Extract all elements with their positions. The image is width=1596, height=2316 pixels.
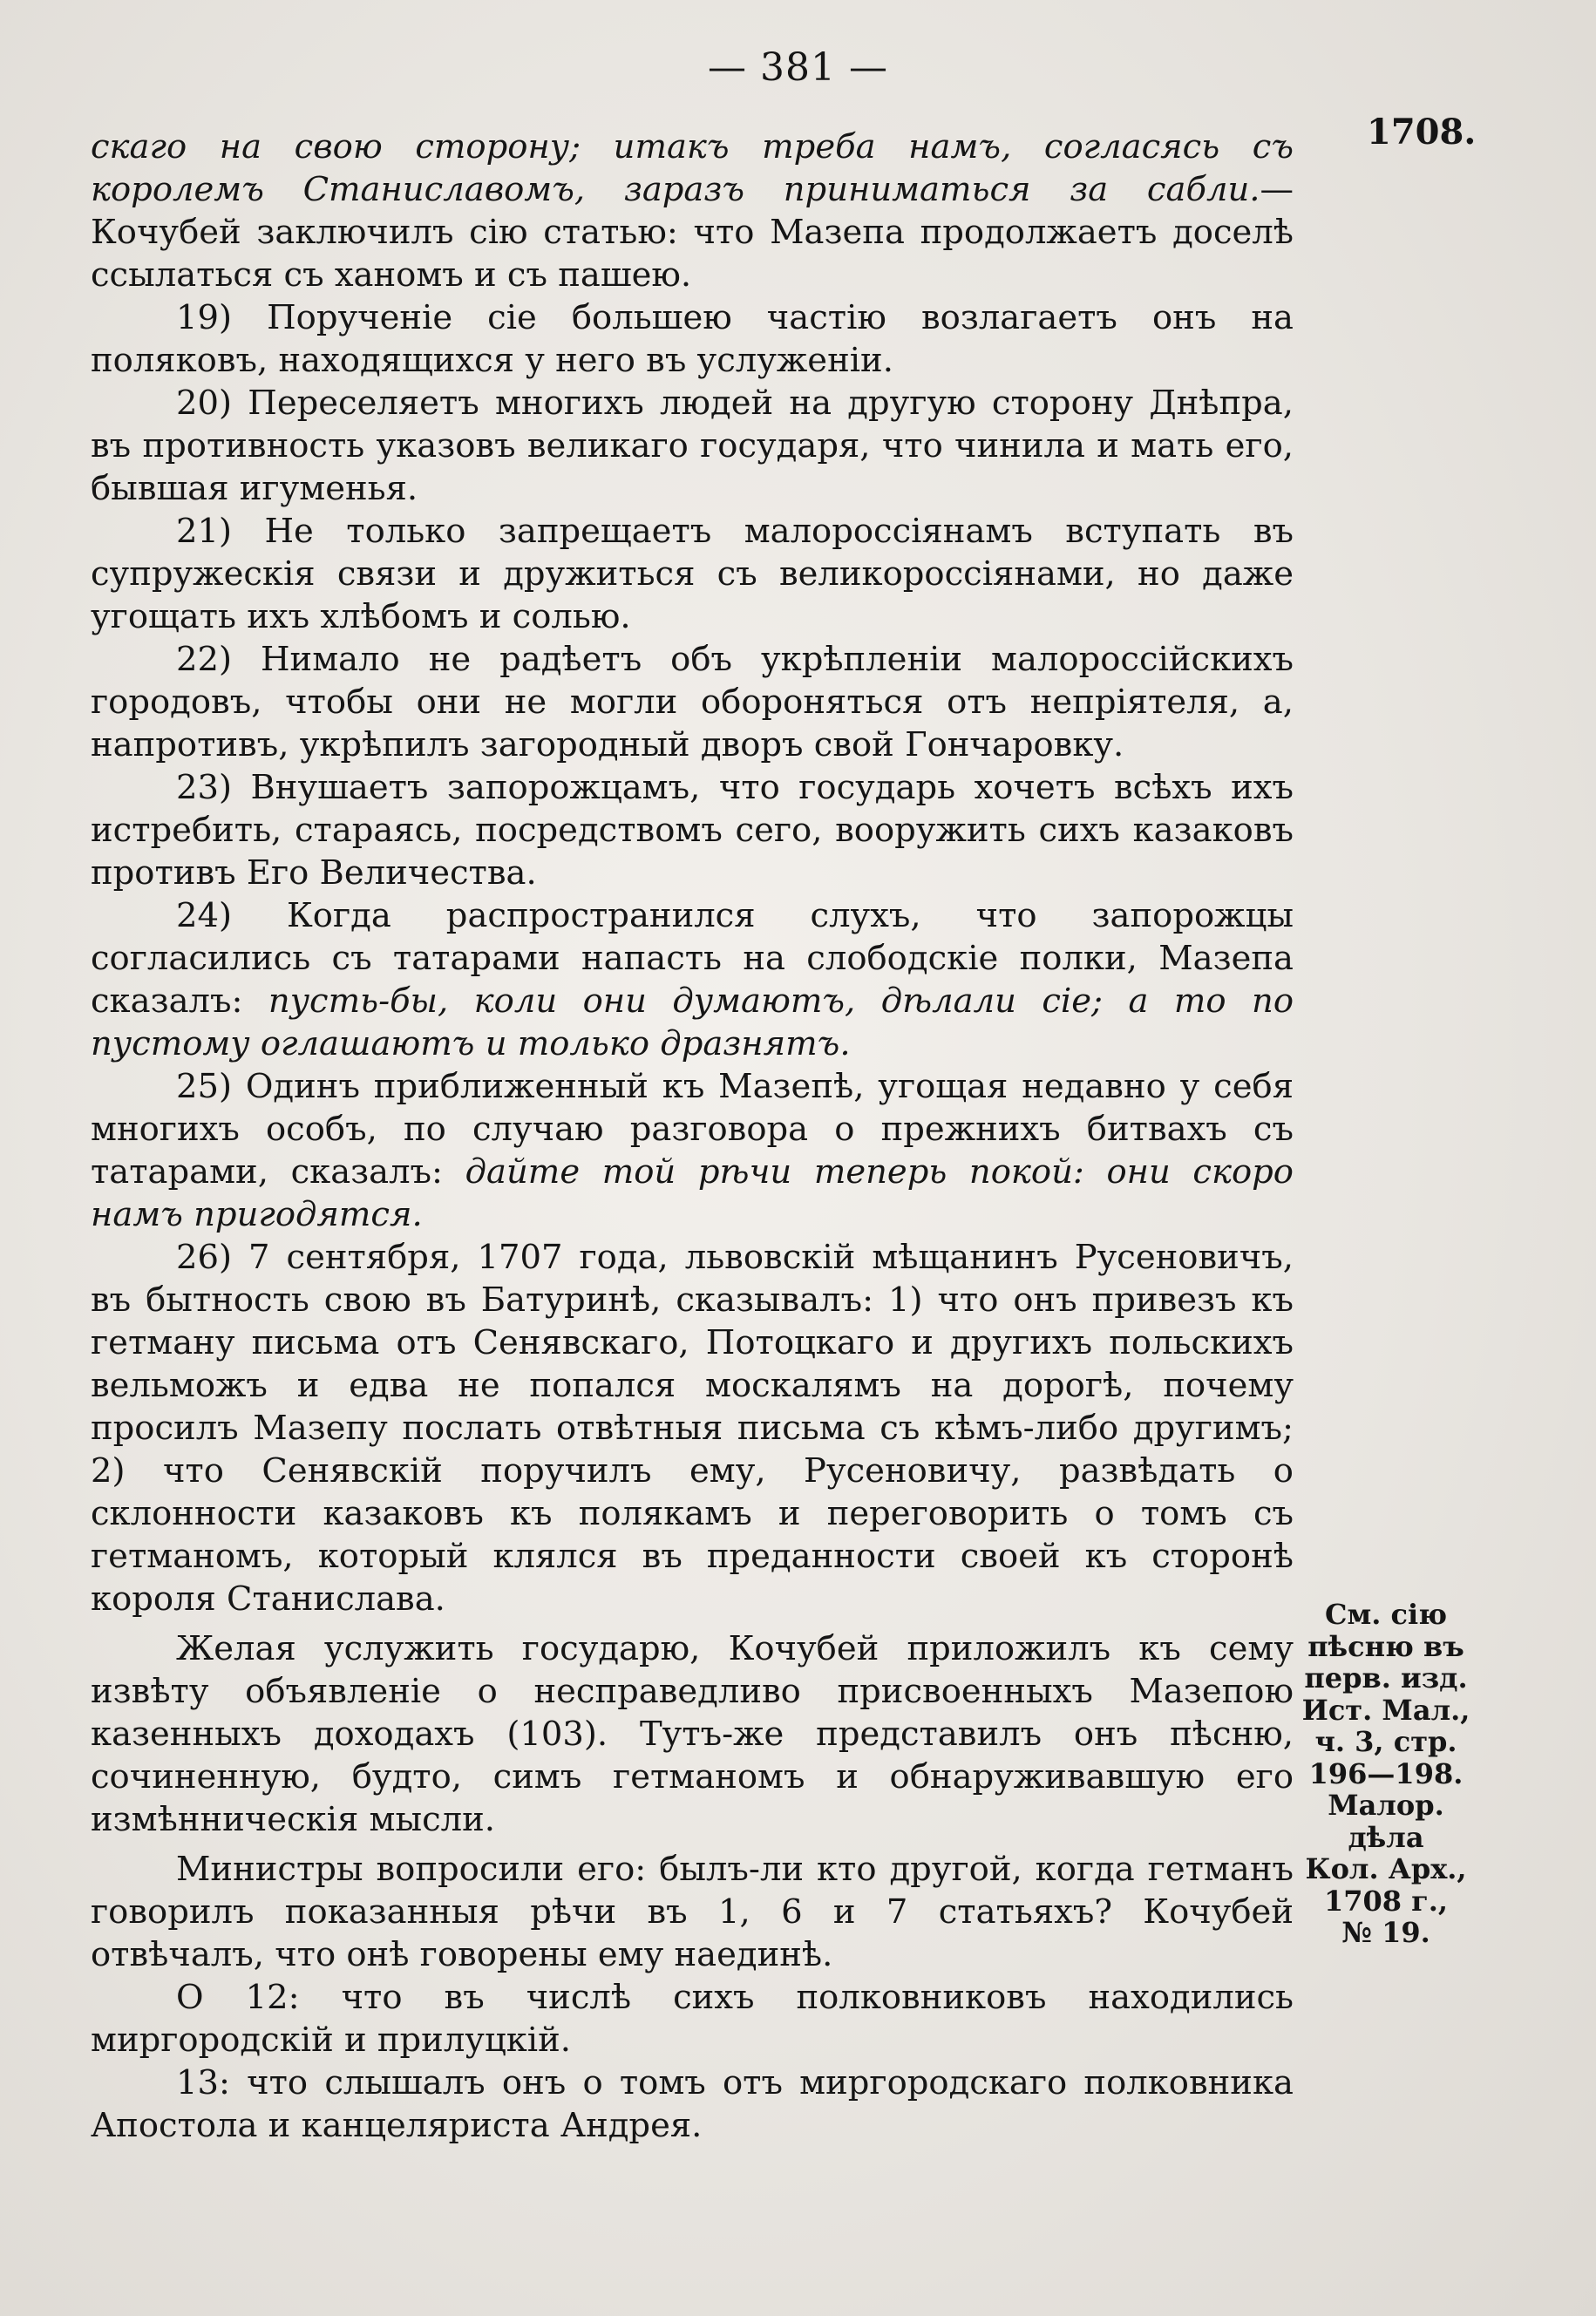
text-run: 13: что слышалъ онъ о томъ отъ миргородскаго полковника Апостола и канцеляриста Андрея. [91,2063,1294,2145]
paragraph [91,126,1294,296]
paragraph [91,894,1294,1065]
paragraph [91,1065,1294,1236]
margin-note-line: дѣла [1348,1820,1424,1854]
paragraph [91,1976,1294,2061]
italic-text: скаго на свою сторону; итакъ треба намъ, согласясь съ королемъ Станиславомъ, заразъ приниматься за сабли. [91,127,1294,209]
text-run: 22) Нимало не радѣетъ объ укрѣпленіи малороссійскихъ городовъ, чтобы они не могли обороняться отъ непріятеля, а, напротивъ, укрѣпилъ загородный дворъ свой Гончаровку. [91,640,1294,764]
margin-note-line: См. сію [1325,1598,1447,1631]
main-text [91,126,1294,2147]
paragraph [91,766,1294,894]
text-run: 21) Не только запрещаетъ малороссіянамъ вступать въ супружескія связи и дружиться съ великороссіянами, но даже угощать ихъ хлѣбомъ и солью. [91,512,1294,636]
text-run: Желая услужить государю, Кочубей приложилъ къ сему извѣту объявленіе о несправедливо присвоенныхъ Мазепою казенныхъ доходахъ (103). Тутъ-же представилъ онъ пѣсню, сочиненную, будто, симъ гетманомъ и обнаруживавшую его измѣнническія мысли. [91,1629,1294,1839]
margin-note-line: пѣсню въ [1307,1629,1464,1663]
margin-note-line: ч. 3, стр. [1314,1725,1457,1758]
margin-note-line: перв. изд. [1304,1661,1468,1695]
page-number: — 381 — [708,45,888,90]
text-run: Министры вопросили его: былъ-ли кто другой, когда гетманъ говорилъ показанныя рѣчи въ 1, 6 и 7 статьяхъ? Кочубей отвѣчалъ, что онѣ говорены ему наединѣ. [91,1850,1294,1974]
margin-note-line: Кол. Арх., [1305,1852,1467,1885]
margin-year: 1708. [1367,112,1477,153]
paragraph [91,1236,1294,1620]
paragraph [91,2061,1294,2147]
margin-note-line: Малор. [1328,1789,1444,1822]
paragraph [91,296,1294,382]
text-run: 23) Внушаетъ запорожцамъ, что государь хочетъ всѣхъ ихъ истребить, стараясь, посредствомъ сего, вооружить сихъ казаковъ противъ Его Величества. [91,768,1294,893]
margin-note-line: 196—198. [1308,1756,1464,1790]
text-run: 26) 7 сентября, 1707 года, львовскій мѣщанинъ Русеновичъ, въ бытность свою въ Батуринѣ, сказывалъ: 1) что онъ привезъ къ гетману письма отъ Сенявскаго, Потоцкаго и другихъ польскихъ вельможъ и едва не попался москалямъ на дорогѣ, почему просилъ Мазепу послать отвѣтныя письма съ кѣмъ-либо другимъ; 2) что Сенявскій поручилъ ему, Русеновичу, развѣдать о склонности казаковъ къ полякамъ и переговорить о томъ съ гетманомъ, который клялся въ преданности своей къ сторонѣ короля Станислава. [91,1238,1294,1619]
text-run: 24) Когда распространился слухъ, что запорожцы согласились съ татарами напасть на слободскіе полки, Мазепа сказалъ: [91,896,1294,1021]
margin-note [1299,1599,1473,1949]
text-run: 19) Порученіе сіе большею частію возлагаетъ онъ на поляковъ, находящихся у него въ услуженіи. [91,298,1294,380]
paragraph [91,382,1294,510]
paragraph [91,638,1294,766]
text-run: — Кочубей заключилъ сію статью: что Мазепа продолжаетъ доселѣ ссылаться съ ханомъ и съ пашею. [91,170,1294,295]
italic-text: дайте той рѣчи теперь покой: они скоро намъ пригодятся. [91,1152,1294,1234]
text-run: О 12: что въ числѣ сихъ полковниковъ находились миргородскій и прилуцкій. [91,1978,1294,2060]
paragraph [91,510,1294,638]
margin-note-line: № 19. [1341,1916,1430,1949]
paragraph [91,1627,1294,1841]
text-run: 25) Одинъ приближенный къ Мазепѣ, угощая недавно у себя многихъ особъ, по случаю разговора о прежнихъ битвахъ съ татарами, сказалъ: [91,1067,1294,1192]
italic-text: пусть-бы, коли они думаютъ, дѣлали сіе; а то по пустому оглашаютъ и только дразнятъ. [91,981,1294,1063]
margin-note-line: 1708 г., [1323,1884,1449,1918]
text-run: 20) Переселяетъ многихъ людей на другую сторону Днѣпра, въ противность указовъ великаго государя, что чинила и мать его, бывшая игуменья. [91,384,1294,508]
margin-note-line: Ист. Мал., [1301,1693,1470,1727]
paragraph [91,1848,1294,1976]
